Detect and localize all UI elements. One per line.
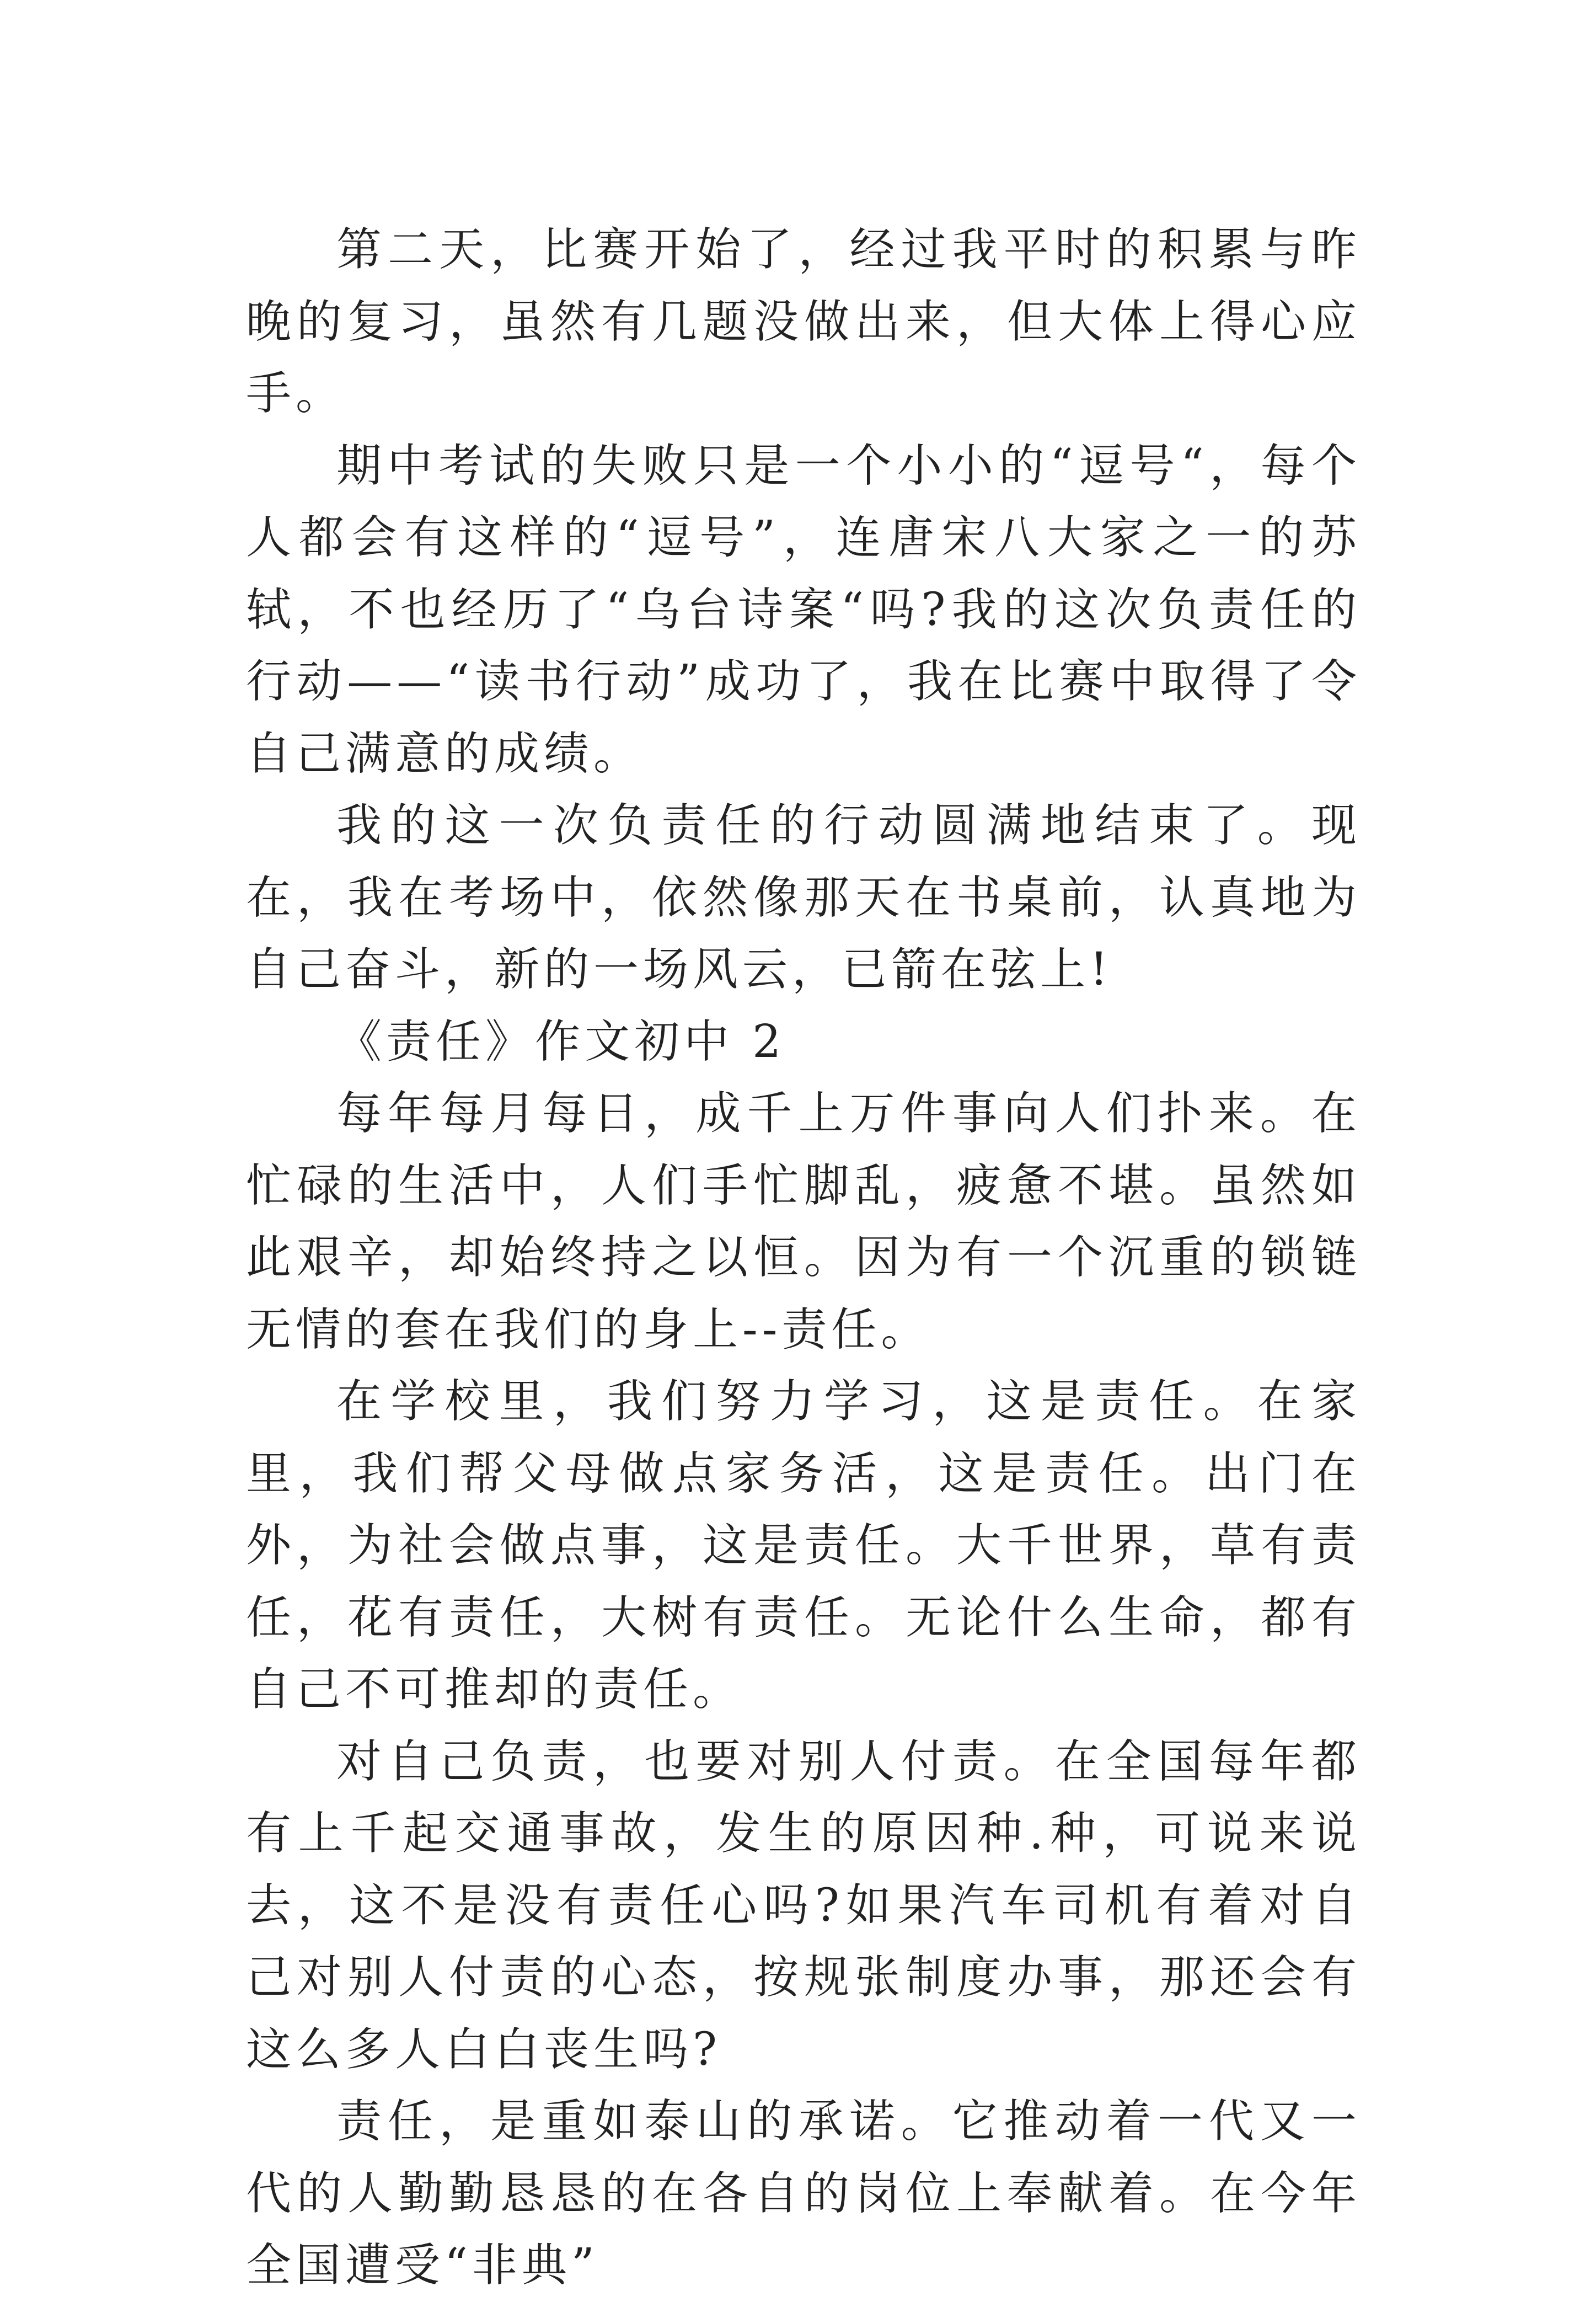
paragraph: 对自己负责，也要对别人付责。在全国每年都有上千起交通事故，发生的原因种.种，可说来说去，这不是没有责任心吗?如果汽车司机有着对自己对别人付责的心态，按规张制度办事，那还会有这么多人白白丧生吗? (246, 1735, 1361, 2076)
paragraph: 在学校里，我们努力学习，这是责任。在家里，我们帮父母做点家务活，这是责任。出门在外，为社会做点事，这是责任。大千世界，草有责任，花有责任，大树有责任。无论什么生命，都有自己不可推却的责任。 (246, 1375, 1361, 1716)
paragraph: 期中考试的失败只是一个小小的“逗号“，每个人都会有这样的“逗号”，连唐宋八大家之一的苏轼，不也经历了“乌台诗案“吗?我的这次负责任的行动——“读书行动”成功了，我在比赛中取得了令自己满意的成绩。 (246, 439, 1361, 780)
paragraph: 每年每月每日，成千上万件事向人们扑来。在忙碌的生活中，人们手忙脚乱，疲惫不堪。虽然如此艰辛，却始终持之以恒。因为有一个沉重的锁链无情的套在我们的身上--责任。 (246, 1087, 1361, 1356)
paragraph: 责任，是重如泰山的承诺。它推动着一代又一代的人勤勤恳恳的在各自的岗位上奉献着。在今年全国遭受“非典” (246, 2095, 1361, 2292)
document-body (246, 214, 1361, 2302)
paragraph: 我的这一次负责任的行动圆满地结束了。现在，我在考场中，依然像那天在书桌前，认真地为自己奋斗，新的一场风云，已箭在弦上! (246, 799, 1361, 996)
section-title: 《责任》作文初中 2 (336, 1015, 786, 1068)
paragraph: 第二天，比赛开始了，经过我平时的积累与昨晚的复习，虽然有几题没做出来，但大体上得心应手。 (246, 223, 1361, 420)
